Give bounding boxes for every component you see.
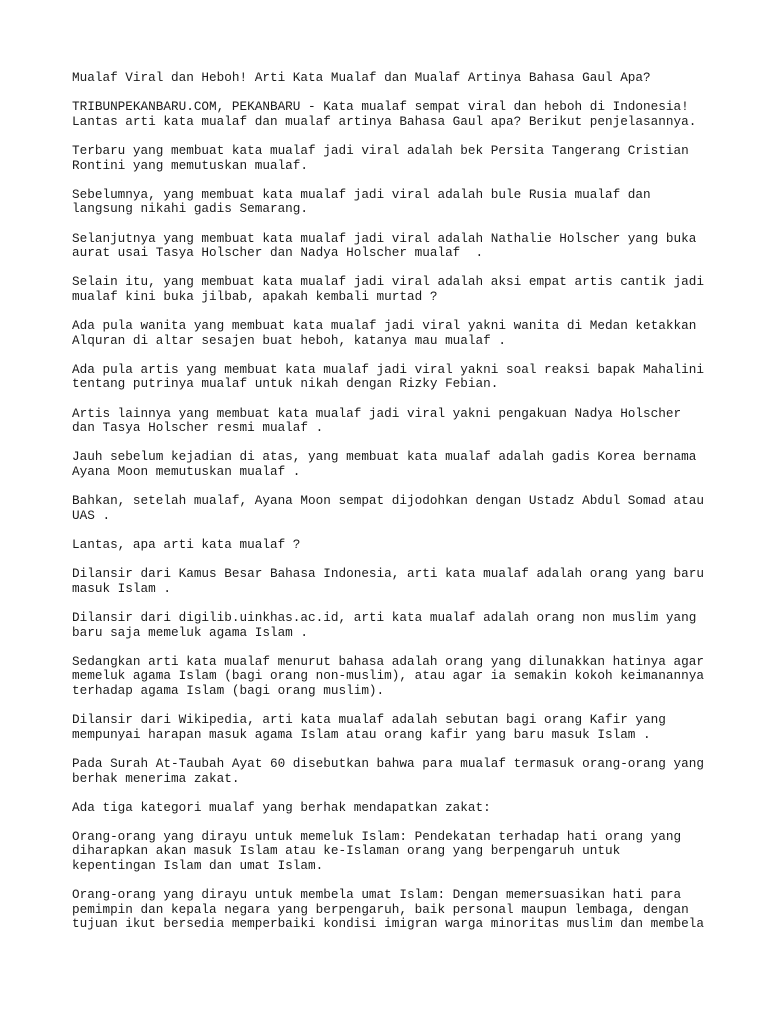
paragraph: Sedangkan arti kata mualaf menurut bahasa adalah orang yang dilunakkan hatinya agar memeluk agama Islam (bagi orang non-muslim), atau agar ia semakin kokoh keimanannya terhadap agama Islam (bagi orang muslim).: [72, 653, 704, 698]
paragraph: TRIBUNPEKANBARU.COM, PEKANBARU - Kata mualaf sempat viral dan heboh di Indonesia! Lantas arti kata mualaf dan mualaf artinya Bahasa Gaul apa? Berikut penjelasannya.: [72, 99, 697, 129]
paragraph: Bahkan, setelah mualaf, Ayana Moon sempat dijodohkan dengan Ustadz Abdul Somad atau UAS .: [72, 493, 704, 523]
paragraph: Selanjutnya yang membuat kata mualaf jadi viral adalah Nathalie Holscher yang buka aurat usai Tasya Holscher dan Nadya Holscher mualaf .: [72, 230, 697, 261]
paragraph: Dilansir dari Wikipedia, arti kata mualaf adalah sebutan bagi orang Kafir yang mempunyai harapan masuk agama Islam atau orang kafir yang baru masuk Islam .: [72, 712, 666, 742]
paragraph: Terbaru yang membuat kata mualaf jadi viral adalah bek Persita Tangerang Cristian Rontini yang memutuskan mualaf.: [72, 142, 689, 173]
paragraph: Pada Surah At-Taubah Ayat 60 disebutkan bahwa para mualaf termasuk orang-orang yang berhak menerima zakat.: [72, 755, 704, 786]
paragraph: Selain itu, yang membuat kata mualaf jadi viral adalah aksi empat artis cantik jadi mualaf kini buka jilbab, apakah kembali murtad ?: [72, 274, 704, 304]
question-heading: Lantas, apa arti kata mualaf ?: [72, 537, 301, 552]
paragraph: Dilansir dari Kamus Besar Bahasa Indonesia, arti kata mualaf adalah orang yang baru masuk Islam .: [72, 566, 704, 596]
paragraph: Jauh sebelum kejadian di atas, yang membuat kata mualaf adalah gadis Korea bernama Ayana Moon memutuskan mualaf .: [72, 449, 697, 480]
paragraph: Orang-orang yang dirayu untuk membela umat Islam: Dengan memersuasikan hati para pemimpin dan kepala negara yang berpengaruh, baik personal maupun lembaga, dengan tujuan ikut bersedia memperbaiki kondisi imigran warga minoritas muslim dan membela: [72, 887, 704, 932]
paragraph: Ada tiga kategori mualaf yang berhak mendapatkan zakat:: [72, 799, 491, 815]
paragraph: Dilansir dari digilib.uinkhas.ac.id, arti kata mualaf adalah orang non muslim yang baru saja memeluk agama Islam .: [72, 609, 697, 640]
paragraph: Sebelumnya, yang membuat kata mualaf jadi viral adalah bule Rusia mualaf dan langsung nikahi gadis Semarang.: [72, 186, 651, 217]
paragraph: Ada pula wanita yang membuat kata mualaf jadi viral yakni wanita di Medan ketakkan Alquran di altar sesajen buat heboh, katanya mau mualaf .: [72, 318, 697, 348]
article-title: Mualaf Viral dan Heboh! Arti Kata Mualaf dan Mualaf Artinya Bahasa Gaul Apa?: [72, 70, 651, 85]
paragraph: Ada pula artis yang membuat kata mualaf jadi viral yakni soal reaksi bapak Mahalini tentang putrinya mualaf untuk nikah dengan Rizky Febian.: [72, 361, 704, 392]
document-page: [72, 71, 712, 947]
paragraph: Artis lainnya yang membuat kata mualaf jadi viral yakni pengakuan Nadya Holscher dan Tasya Holscher resmi mualaf .: [72, 405, 682, 436]
paragraph: Orang-orang yang dirayu untuk memeluk Islam: Pendekatan terhadap hati orang yang diharapkan akan masuk Islam atau ke-Islaman orang yang berpengaruh untuk kepentingan Islam dan umat Islam.: [72, 828, 682, 874]
